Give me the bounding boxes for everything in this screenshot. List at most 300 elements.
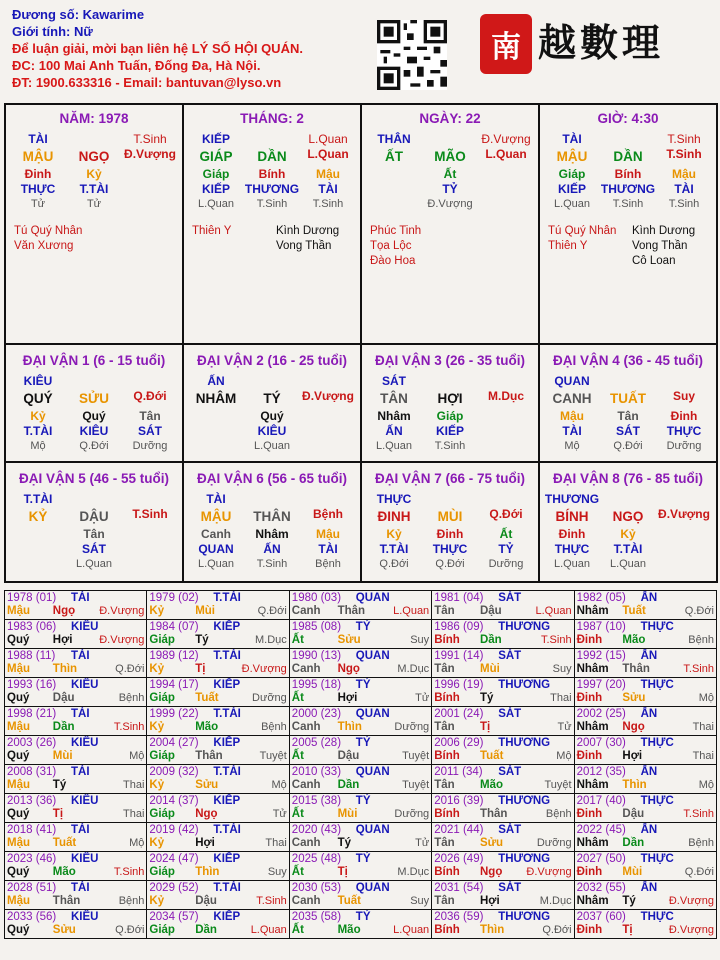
qr-code-icon[interactable] xyxy=(377,20,447,90)
year-label: 2037 (60) xyxy=(576,911,626,923)
year-can: Nhâm xyxy=(576,721,609,733)
year-chi: Tị xyxy=(479,721,491,733)
year-chi: Dậu xyxy=(622,808,645,820)
pillar-text xyxy=(122,557,178,572)
year-phase: T.Sinh xyxy=(256,895,287,907)
year-cell[interactable] xyxy=(5,591,147,620)
dai-van-row-2 xyxy=(4,461,718,583)
year-chi: Mùi xyxy=(52,750,73,762)
pillar-text: T.Sinh xyxy=(312,198,344,210)
year-can: Mậu xyxy=(7,721,30,733)
year-phase: Bệnh xyxy=(688,634,714,646)
year-can: Ất xyxy=(291,750,304,762)
year-phase: Bệnh xyxy=(261,721,287,733)
dai-van-title: ĐẠI VẬN 4 (36 - 45 tuổi) xyxy=(552,353,704,368)
pillar-text: Q.Đới xyxy=(435,558,465,570)
year-label: 2021 (44) xyxy=(434,824,484,836)
year-star: QUAN xyxy=(355,766,390,778)
pillar-text: THƯƠNG xyxy=(244,182,300,196)
year-can: Kỷ xyxy=(149,895,165,907)
dai-van-star: KIÊU xyxy=(23,374,53,388)
dai-van-can: MẬU xyxy=(200,509,232,524)
year-cell[interactable] xyxy=(575,881,717,910)
year-cell[interactable] xyxy=(432,591,574,620)
year-star: SÁT xyxy=(498,592,522,604)
dai-van-chi: DẬU xyxy=(79,509,109,524)
pillar-text: Q.Đới xyxy=(613,440,643,452)
year-chi: Tý xyxy=(337,837,352,849)
pillar-note: Tú Quý Nhân xyxy=(548,225,617,237)
year-star: ẤN xyxy=(640,708,658,720)
year-cell[interactable] xyxy=(290,678,432,707)
dai-van-title: ĐẠI VẬN 1 (6 - 15 tuổi) xyxy=(22,353,166,368)
pillar-text: TỶ xyxy=(498,542,514,556)
pillar-text: THƯƠNG xyxy=(600,182,656,196)
year-label: 2028 (51) xyxy=(7,882,57,894)
year-star: QUAN xyxy=(355,650,390,662)
dai-van-star: SÁT xyxy=(382,374,406,388)
year-label: 1996 (19) xyxy=(434,679,484,691)
year-star: ẤN xyxy=(640,882,658,894)
year-chi: Thìn xyxy=(479,924,505,936)
pillar-text xyxy=(300,439,356,454)
year-cell[interactable] xyxy=(147,736,289,765)
pillar-text: Giáp xyxy=(436,409,464,423)
year-chi: Dần xyxy=(337,779,360,791)
dai-van-chi: TUẤT xyxy=(610,391,646,406)
year-cell[interactable] xyxy=(5,823,147,852)
year-label: 1995 (18) xyxy=(291,679,342,691)
pillar-text: TÀI xyxy=(28,132,48,146)
year-can: Giáp xyxy=(149,692,175,704)
year-cell[interactable] xyxy=(432,823,574,852)
dai-van-can: TÂN xyxy=(380,391,408,406)
year-can: Giáp xyxy=(149,634,175,646)
pillar-text xyxy=(10,527,66,542)
pillar-title: THÁNG: 2 xyxy=(240,111,304,126)
pillar-text xyxy=(188,409,244,424)
pillar-text: Dưỡng xyxy=(132,440,168,452)
year-can: Quý xyxy=(7,750,30,762)
year-label: 1999 (22) xyxy=(149,708,199,720)
pillar-text xyxy=(188,439,244,454)
year-cell[interactable] xyxy=(432,881,574,910)
year-cell[interactable] xyxy=(575,620,717,649)
year-cell[interactable] xyxy=(575,678,717,707)
year-label: 2029 (52) xyxy=(149,882,199,894)
dai-van-phase: T.Sinh xyxy=(132,507,168,521)
year-can: Mậu xyxy=(7,779,30,791)
year-star: THƯƠNG xyxy=(498,795,551,807)
year-label: 1979 (02) xyxy=(149,592,199,604)
year-can: Tân xyxy=(434,605,455,617)
year-can: Mậu xyxy=(7,663,30,675)
year-cell[interactable] xyxy=(575,649,717,678)
year-cell[interactable] xyxy=(432,910,574,939)
year-cell[interactable] xyxy=(575,765,717,794)
pillar-text: TỶ xyxy=(442,182,458,196)
year-cell[interactable] xyxy=(5,736,147,765)
year-phase: Bệnh xyxy=(688,837,714,849)
year-label: 2008 (31) xyxy=(7,766,57,778)
dai-van-cell xyxy=(184,345,362,463)
year-star: THỰC xyxy=(640,853,674,865)
pillar-text: THỰC xyxy=(554,542,590,556)
year-can: Đinh xyxy=(576,634,603,646)
pillar-note: Vong Thần xyxy=(632,240,688,252)
year-cell[interactable] xyxy=(575,823,717,852)
pillar-text: T.TÀI xyxy=(379,542,409,556)
year-cell[interactable] xyxy=(432,620,574,649)
year-cell[interactable] xyxy=(147,649,289,678)
year-star: KIÊU xyxy=(71,853,99,865)
year-can: Bính xyxy=(434,634,460,646)
dai-van-cell xyxy=(362,345,540,463)
pillar-text: L.Quan xyxy=(553,558,591,570)
year-star: TỶ xyxy=(355,737,371,749)
year-cell[interactable] xyxy=(147,591,289,620)
dai-van-cell xyxy=(362,463,540,583)
year-chi: Sửu xyxy=(337,634,361,646)
year-star: TỶ xyxy=(355,621,371,633)
year-phase: Mộ xyxy=(698,692,714,704)
year-label: 1988 (11) xyxy=(7,650,56,662)
year-star: KIÊU xyxy=(71,795,99,807)
year-cell[interactable] xyxy=(147,794,289,823)
year-can: Mậu xyxy=(7,837,30,849)
year-cell[interactable] xyxy=(147,620,289,649)
year-label: 2034 (57) xyxy=(149,911,199,923)
pillar-text: Ất xyxy=(499,527,513,541)
year-label: 2012 (35) xyxy=(576,766,626,778)
year-phase: L.Quan xyxy=(535,605,572,617)
year-star: SÁT xyxy=(498,650,522,662)
pillar-text xyxy=(300,424,356,439)
dai-van-title: ĐẠI VẬN 8 (76 - 85 tuổi) xyxy=(552,471,704,486)
year-label: 1989 (12) xyxy=(149,650,199,662)
year-label: 1985 (08) xyxy=(291,621,342,633)
year-cell[interactable] xyxy=(575,707,717,736)
pillar-text: T.TÀI xyxy=(79,182,109,196)
year-star: QUAN xyxy=(355,882,390,894)
pillar-cell xyxy=(6,105,184,345)
brand-logo: 越數理 xyxy=(538,20,665,65)
header-info xyxy=(12,6,303,91)
year-star: ẤN xyxy=(640,766,658,778)
year-cell[interactable] xyxy=(147,881,289,910)
year-phase: L.Quan xyxy=(393,605,430,617)
pillar-text: Mậu xyxy=(672,167,696,181)
pillar-text xyxy=(188,424,244,439)
year-can: Nhâm xyxy=(576,837,609,849)
year-phase: Mộ xyxy=(698,779,714,791)
pillar-note: Đào Hoa xyxy=(370,255,416,267)
dai-van-chi: TÝ xyxy=(263,391,281,406)
dai-van-cell xyxy=(540,463,718,583)
year-star: TÀI xyxy=(71,650,90,662)
year-label: 2014 (37) xyxy=(149,795,199,807)
year-cell[interactable] xyxy=(290,794,432,823)
year-cell[interactable] xyxy=(5,794,147,823)
year-can: Ất xyxy=(291,866,304,878)
pillar-text xyxy=(66,132,122,147)
year-cell[interactable] xyxy=(5,649,147,678)
year-chi: Mùi xyxy=(622,866,643,878)
year-cell[interactable] xyxy=(432,678,574,707)
pillar-text: T.Sinh xyxy=(666,147,702,161)
dai-van-phase: Đ.Vượng xyxy=(658,507,710,521)
pillar-text: NGỌ xyxy=(78,149,110,164)
year-cell[interactable] xyxy=(432,707,574,736)
pillar-text: SÁT xyxy=(616,424,640,438)
year-label: 2032 (55) xyxy=(576,882,626,894)
pillar-text xyxy=(122,197,178,212)
pillar-text: Tân xyxy=(83,527,105,541)
year-cell[interactable] xyxy=(432,794,574,823)
pillar-note: Kình Dương xyxy=(276,225,340,237)
year-star: THỰC xyxy=(640,911,674,923)
pillar-text: L.Quan xyxy=(375,440,413,452)
year-cell[interactable] xyxy=(290,852,432,881)
year-cell[interactable] xyxy=(5,620,147,649)
year-cell[interactable] xyxy=(147,765,289,794)
pillar-text: T.Sinh xyxy=(256,198,288,210)
year-chi: Hợi xyxy=(52,634,73,646)
pillar-text: KIẾP xyxy=(557,182,586,196)
pillar-text: Tân xyxy=(617,409,639,423)
year-label: 1997 (20) xyxy=(576,679,626,691)
year-chi: Sửu xyxy=(622,692,646,704)
year-chi: Tuất xyxy=(337,895,362,907)
year-phase: Mộ xyxy=(556,750,572,762)
year-phase: Mộ xyxy=(129,750,145,762)
year-chi: Dần xyxy=(52,721,75,733)
year-label: 2017 (40) xyxy=(576,795,626,807)
year-star: THƯƠNG xyxy=(498,737,551,749)
dai-van-can: KỶ xyxy=(28,509,48,524)
year-chi: Mão xyxy=(622,634,646,646)
year-chi: Mùi xyxy=(195,605,215,617)
year-cell[interactable] xyxy=(5,910,147,939)
pillar-text: DẦN xyxy=(613,149,643,164)
dai-van-can: QUÝ xyxy=(23,391,53,406)
pillar-text: L.Quan xyxy=(609,558,647,570)
year-chi: Ngọ xyxy=(479,866,503,878)
year-label: 2030 (53) xyxy=(291,882,342,894)
pillar-text: THỰC xyxy=(666,424,702,438)
year-cell[interactable] xyxy=(575,910,717,939)
year-phase: Tử xyxy=(272,808,287,820)
year-phase: Mộ xyxy=(129,837,145,849)
year-phase: Thai xyxy=(692,721,714,733)
pillar-text: Bệnh xyxy=(315,558,341,570)
year-phase: Thai xyxy=(122,779,145,791)
year-cell[interactable] xyxy=(5,707,147,736)
pillar-text: Tân xyxy=(139,409,161,423)
year-phase: L.Quan xyxy=(393,924,430,936)
pillar-text: Đinh xyxy=(24,167,52,181)
year-label: 2013 (36) xyxy=(7,795,57,807)
year-cell[interactable] xyxy=(147,707,289,736)
owner-name: Đương số: Kawarime xyxy=(12,7,145,22)
year-phase: Q.Đới xyxy=(115,924,145,936)
year-cell[interactable] xyxy=(5,765,147,794)
year-cell[interactable] xyxy=(290,649,432,678)
pillar-cell xyxy=(540,105,718,345)
year-cell[interactable] xyxy=(5,852,147,881)
year-chi: Tị xyxy=(622,924,633,936)
year-cell[interactable] xyxy=(575,852,717,881)
year-label: 1990 (13) xyxy=(291,650,342,662)
pillar-text: Nhâm xyxy=(377,409,411,423)
pillar-text xyxy=(366,167,422,182)
year-label: 2009 (32) xyxy=(149,766,199,778)
year-cell[interactable] xyxy=(290,707,432,736)
pillar-text: MẬU xyxy=(556,149,588,164)
year-cell[interactable] xyxy=(432,765,574,794)
year-cell[interactable] xyxy=(290,591,432,620)
year-phase: Đ.Vượng xyxy=(99,634,145,646)
pillar-text xyxy=(478,409,534,424)
year-can: Đinh xyxy=(576,924,603,936)
pillar-text xyxy=(10,557,66,572)
year-cell[interactable] xyxy=(575,736,717,765)
year-can: Kỷ xyxy=(149,663,165,675)
year-star: KIẾP xyxy=(213,621,241,633)
year-chi: Thân xyxy=(622,663,650,675)
year-label: 2026 (49) xyxy=(434,853,484,865)
year-can: Giáp xyxy=(149,866,175,878)
year-phase: T.Sinh xyxy=(683,808,714,820)
year-can: Bính xyxy=(434,866,460,878)
year-label: 2024 (47) xyxy=(149,853,199,865)
pillar-text: Quý xyxy=(82,409,106,423)
year-star: KIẾP xyxy=(213,737,241,749)
year-label: 2025 (48) xyxy=(291,853,342,865)
year-can: Ất xyxy=(291,808,304,820)
year-chi: Tị xyxy=(52,808,64,820)
year-star: THỰC xyxy=(640,737,674,749)
year-phase: Thai xyxy=(692,750,714,762)
year-phase: Tuyệt xyxy=(402,779,430,791)
year-can: Nhâm xyxy=(576,895,609,907)
year-star: ẤN xyxy=(640,650,658,662)
year-cell[interactable] xyxy=(147,678,289,707)
year-can: Kỷ xyxy=(149,779,165,791)
year-cell[interactable] xyxy=(5,678,147,707)
year-star: TỶ xyxy=(355,795,371,807)
year-label: 1991 (14) xyxy=(434,650,484,662)
pillar-title: NGÀY: 22 xyxy=(419,111,481,126)
year-phase: M.Dục xyxy=(539,895,572,907)
year-phase: M.Dục xyxy=(397,866,430,878)
year-star: KIÊU xyxy=(71,679,99,691)
year-cell[interactable] xyxy=(147,910,289,939)
year-star: THƯƠNG xyxy=(498,679,551,691)
year-phase: Bệnh xyxy=(118,895,145,907)
year-can: Đinh xyxy=(576,692,603,704)
pillar-note: Vong Thần xyxy=(276,240,332,252)
pillar-text: Dưỡng xyxy=(488,558,524,570)
pillar-text: THÂN xyxy=(377,132,411,146)
year-phase: Suy xyxy=(552,663,572,675)
year-cell[interactable] xyxy=(432,649,574,678)
contact-text[interactable]: ĐT: 1900.633316 - Email: bantuvan@lyso.vn xyxy=(12,75,282,90)
pillar-text xyxy=(656,542,712,557)
pillar-text: Mộ xyxy=(30,440,46,452)
year-star: TÀI xyxy=(71,708,90,720)
year-can: Ất xyxy=(291,924,304,936)
year-cell[interactable] xyxy=(290,620,432,649)
pillar-text: L.Quan xyxy=(253,440,291,452)
year-can: Quý xyxy=(7,634,30,646)
year-cell[interactable] xyxy=(147,852,289,881)
year-can: Bính xyxy=(434,750,460,762)
year-star: SÁT xyxy=(498,882,522,894)
year-cell[interactable] xyxy=(290,881,432,910)
year-star: SÁT xyxy=(498,708,522,720)
pillar-note: Thiên Y xyxy=(548,240,588,252)
year-can: Đinh xyxy=(576,808,603,820)
year-chi: Hợi xyxy=(479,895,500,907)
year-cell[interactable] xyxy=(432,852,574,881)
pillar-text xyxy=(478,439,534,454)
year-cell[interactable] xyxy=(432,736,574,765)
brand-seal-icon: 南 xyxy=(480,14,532,74)
year-phase: Đ.Vượng xyxy=(668,895,714,907)
pillar-text: KIÊU xyxy=(257,424,287,438)
year-can: Canh xyxy=(291,721,321,733)
year-label: 2000 (23) xyxy=(291,708,342,720)
year-cell[interactable] xyxy=(290,823,432,852)
year-cell[interactable] xyxy=(575,794,717,823)
year-phase: M.Dục xyxy=(397,663,430,675)
dai-van-phase: M.Dục xyxy=(488,389,524,403)
year-cell[interactable] xyxy=(290,910,432,939)
pillar-text xyxy=(656,527,712,542)
dai-van-chi: SỬU xyxy=(79,391,109,406)
pillar-text: TÀI xyxy=(562,424,582,438)
year-phase: Q.Đới xyxy=(542,924,572,936)
year-cell[interactable] xyxy=(290,736,432,765)
year-can: Kỷ xyxy=(149,721,165,733)
year-phase: Q.Đới xyxy=(684,866,714,878)
year-cell[interactable] xyxy=(290,765,432,794)
year-can: Kỷ xyxy=(149,605,165,617)
dai-van-title: ĐẠI VẬN 3 (26 - 35 tuổi) xyxy=(374,353,526,368)
year-star: TÀI xyxy=(71,824,90,836)
year-chi: Sửu xyxy=(479,837,504,849)
year-can: Tân xyxy=(434,663,455,675)
year-chi: Dậu xyxy=(52,692,75,704)
year-cell[interactable] xyxy=(575,591,717,620)
pillar-note: Phúc Tinh xyxy=(370,225,422,237)
pillar-note: Thiên Y xyxy=(192,225,232,237)
pillar-text: DẦN xyxy=(257,149,287,164)
year-chi: Sửu xyxy=(195,779,219,791)
pillar-text: T.TÀI xyxy=(23,424,53,438)
year-cell[interactable] xyxy=(5,881,147,910)
year-phase: Tuyệt xyxy=(259,750,287,762)
year-label: 2022 (45) xyxy=(576,824,626,836)
dai-van-title: ĐẠI VẬN 2 (16 - 25 tuổi) xyxy=(196,353,348,368)
year-cell[interactable] xyxy=(147,823,289,852)
pillar-text xyxy=(300,409,356,424)
year-star: T.TÀI xyxy=(213,708,241,720)
pillar-text xyxy=(10,542,66,557)
year-can: Canh xyxy=(291,779,321,791)
pillar-text: Quý xyxy=(260,409,284,423)
